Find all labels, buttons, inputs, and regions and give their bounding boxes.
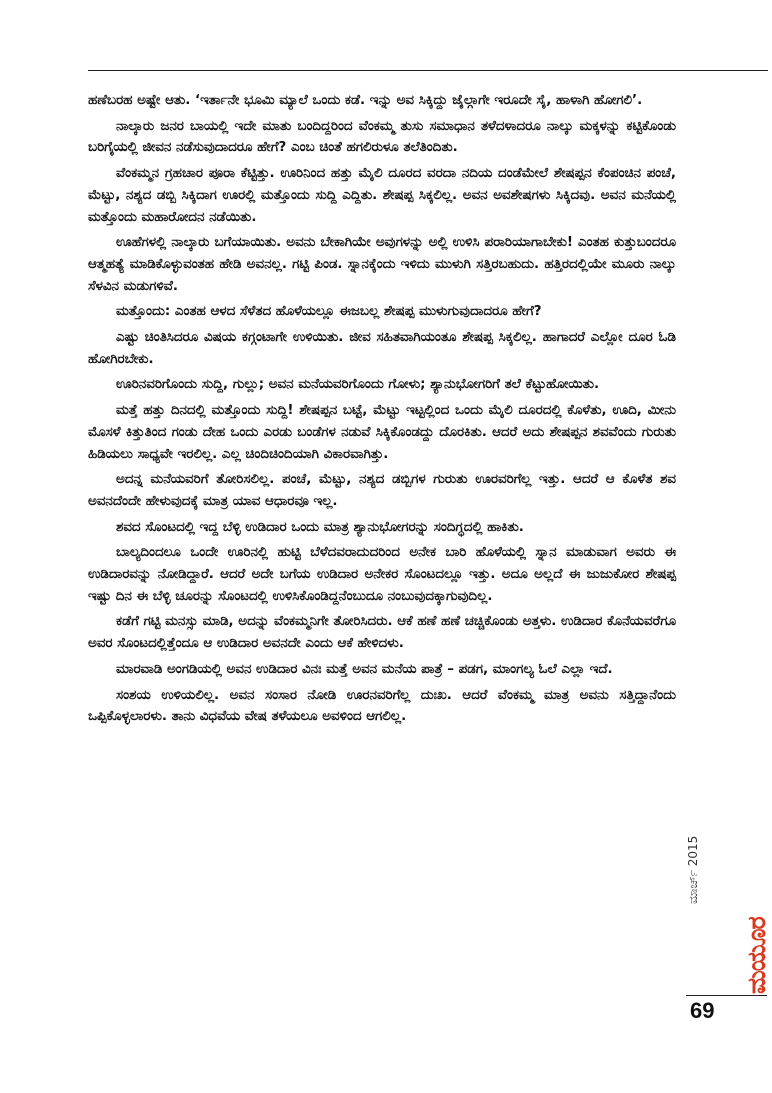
paragraph: ಶವದ ಸೊಂಟದಲ್ಲಿ ಇದ್ದ ಬೆಳ್ಳಿ ಉಡಿದಾರ ಒಂದು ಮಾತ್ರ ಶ್ಯಾನುಭೋಗರನ್ನು ಸಂದಿಗ್ಧದಲ್ಲಿ ಹಾಕಿತು.: [116, 519, 524, 535]
page-number-rule: [686, 995, 767, 996]
paragraph: ಮತ್ತೆ ಹತ್ತು ದಿನದಲ್ಲಿ ಮತ್ತೊಂದು ಸುದ್ದಿ! ಶೇಷಪ್ಪನ ಬಟ್ಟೆ, ಮೆಟ್ಟು ಇಟ್ಟಲ್ಲಿಂದ ಒಂದು ಮೈಲಿ ದೂರದಲ್ಲಿ ಕೊಳೆತು, ಊದಿ, ಮೀನು ಮೊಸಳೆ ಕಿತ್ತುತಿಂದ ಗಂಡು ದೇಹ ಒಂದು ಎರಡು ಬಂಡೆಗಳ ನಡುವೆ ಸಿಕ್ಕಿಕೊಂಡದ್ದು ದೊರಕಿತು. ಆದರೆ ಅದು ಶೇಷಪ್ಪನ ಶವವೆಂದು ಗುರುತು ಹಿಡಿಯಲು ಸಾಧ್ಯವೇ ಇರಲಿಲ್ಲ. ಎಲ್ಲ ಚಿಂದಿಚಿಂದಿಯಾಗಿ ವಿಕಾರವಾಗಿತ್ತು.: [88, 403, 676, 462]
magazine-logo: ಮಯೂರ: [742, 917, 771, 994]
paragraph: ಎಷ್ಟು ಚಿಂತಿಸಿದರೂ ವಿಷಯ ಕಗ್ಗಂಟಾಗೇ ಉಳಿಯಿತು. ಜೀವ ಸಹಿತವಾಗಿಯಂತೂ ಶೇಷಪ್ಪ ಸಿಕ್ಕಲಿಲ್ಲ. ಹಾಗಾದರೆ ಎಲ್ಲೋ ದೂರ ಓಡಿ ಹೋಗಿರಬೇಕು.: [88, 330, 676, 367]
article-body: [88, 90, 676, 732]
paragraph: ಊರಿನವರಿಗೊಂದು ಸುದ್ದಿ, ಗುಲ್ಲು; ಅವನ ಮನೆಯವರಿಗೊಂದು ಗೋಳು; ಶ್ಯಾನುಭೋಗರಿಗೆ ತಲೆ ಕೆಟ್ಟುಹೋಯಿತು.: [116, 377, 600, 393]
paragraph: ನಾಲ್ಕಾರು ಜನರ ಬಾಯಲ್ಲಿ ಇದೇ ಮಾತು ಬಂದಿದ್ದರಿಂದ ವೆಂಕಮ್ಮ ತುಸು ಸಮಾಧಾನ ತಳೆದಳಾದರೂ ನಾಲ್ಕು ಮಕ್ಕಳನ್ನು ಕಟ್ಟಿಕೊಂಡು ಬರಿಗೈಯಲ್ಲಿ ಜೀವನ ನಡೆಸುವುದಾದರೂ ಹೇಗೆ? ಎಂಬ ಚಿಂತೆ ಹಗಲಿರುಳೂ ತಲೆತಿಂದಿತು.: [88, 118, 676, 156]
page-number: 69: [690, 998, 715, 1023]
paragraph: ಮಾರವಾಡಿ ಅಂಗಡಿಯಲ್ಲಿ ಅವನ ಉಡಿದಾರ ವಿನಃ ಮತ್ತೆ ಅವನ ಮನೆಯ ಪಾತ್ರೆ – ಪಡಗ, ಮಾಂಗಲ್ಯ ಓಲೆ ಎಲ್ಲಾ ಇದೆ.: [116, 661, 613, 677]
paragraph: ಹಣೆಬರಹ ಅಷ್ಟೇ ಆತು. ‘ಇರ್ತಾನೇ ಭೂಮಿ ಮ್ಯಾಲೆ ಒಂದು ಕಡೆ. ಇನ್ನು ಅವ ಸಿಕ್ಕಿದ್ದು ಜೈಲ್ಗಾಗೇ ಇರೂದೇ ಸೈ, ಹಾಳಾಗಿ ಹೋಗಲಿ’.: [88, 93, 643, 108]
paragraph: ವೆಂಕಮ್ಮನ ಗ್ರಹಚಾರ ಪೂರಾ ಕೆಟ್ಟಿತ್ತು. ಊರಿನಿಂದ ಹತ್ತು ಮೈಲಿ ದೂರದ ವರದಾ ನದಿಯ ದಂಡೆಮೇಲೆ ಶೇಷಪ್ಪನ ಕೆಂಪಂಚಿನ ಪಂಚೆ, ಮೆಟ್ಟು, ನಶ್ಯದ ಡಬ್ಬಿ ಸಿಕ್ಕಿದಾಗ ಊರಲ್ಲಿ ಮತ್ತೊಂದು ಸುದ್ದಿ ಎದ್ದಿತು. ಶೇಷಪ್ಪ ಸಿಕ್ಕಲಿಲ್ಲ. ಅವನ ಅವಶೇಷಗಳು ಸಿಕ್ಕಿದವು. ಅವನ ಮನೆಯಲ್ಲಿ ಮತ್ತೊಂದು ಮಹಾರೋದನ ನಡೆಯಿತು.: [88, 166, 676, 225]
paragraph: ಮತ್ತೊಂದು: ಎಂತಹ ಆಳದ ಸೆಳೆತದ ಹೊಳೆಯಲ್ಲೂ ಈಜಬಲ್ಲ ಶೇಷಪ್ಪ ಮುಳುಗುವುದಾದರೂ ಹೇಗೆ?: [116, 304, 542, 320]
paragraph: ಊಹೆಗಳಲ್ಲಿ ನಾಲ್ಕಾರು ಬಗೆಯಾಯಿತು. ಅವನು ಬೇಕಾಗಿಯೇ ಅವುಗಳನ್ನು ಅಲ್ಲಿ ಉಳಿಸಿ ಪರಾರಿಯಾಗಾಬೇಕು! ಎಂತಹ ಕುತ್ತುಬಂದರೂ ಆತ್ಮಹತ್ಯೆ ಮಾಡಿಕೊಳ್ಳುವಂತಹ ಹೇಡಿ ಅವನಲ್ಲ. ಗಟ್ಟಿ ಪಿಂಡ. ಸ್ನಾನಕ್ಕೆಂದು ಇಳಿದು ಮುಳುಗಿ ಸತ್ತಿರಬಹುದು. ಹತ್ತಿರದಲ್ಲಿಯೇ ಮೂರು ನಾಲ್ಕು ಸೆಳವಿನ ಮಡುಗಳಿವೆ.: [88, 235, 676, 294]
paragraph: ಬಾಲ್ಯದಿಂದಲೂ ಒಂದೇ ಊರಿನಲ್ಲಿ ಹುಟ್ಟಿ ಬೆಳೆದವರಾದುದರಿಂದ ಅನೇಕ ಬಾರಿ ಹೊಳೆಯಲ್ಲಿ ಸ್ನಾನ ಮಾಡುವಾಗ ಅವರು ಈ ಉಡಿದಾರವನ್ನು ನೋಡಿದ್ದಾರೆ. ಆದರೆ ಅದೇ ಬಗೆಯ ಉಡಿದಾರ ಅನೇಕರ ಸೊಂಟದಲ್ಲೂ ಇತ್ತು. ಅದೂ ಅಲ್ಲದೆ ಈ ಜುಜುಕೋರ ಶೇಷಪ್ಪ ಇಷ್ಟು ದಿನ ಈ ಬೆಳ್ಳಿ ಚೂರನ್ನು ಸೊಂಟದಲ್ಲಿ ಉಳಿಸಿಕೊಂಡಿದ್ದನೆಂಬುದೂ ನಂಬುವುದಕ್ಕಾಗುವುದಿಲ್ಲ.: [88, 545, 676, 604]
paragraph: ಸಂಶಯ ಉಳಿಯಲಿಲ್ಲ. ಅವನ ಸಂಸಾರ ನೋಡಿ ಊರನವರಿಗೆಲ್ಲ ದುಃಖ. ಆದರೆ ವೆಂಕಮ್ಮ ಮಾತ್ರ ಅವನು ಸತ್ತಿದ್ದಾನೆಂದು ಒಪ್ಪಿಕೊಳ್ಳಲಾರಳು. ತಾನು ವಿಧವೆಯ ವೇಷ ತಳೆಯಲೂ ಅವಳಿಂದ ಆಗಲಿಲ್ಲ.: [88, 687, 676, 725]
paragraph: ಕಡೆಗೆ ಗಟ್ಟಿ ಮನಸ್ಸು ಮಾಡಿ, ಅದನ್ನು ವೆಂಕಮ್ಮನಿಗೇ ತೋರಿಸಿದರು. ಆಕೆ ಹಣೆ ಹಣೆ ಚಚ್ಚಿಕೊಂಡು ಅತ್ತಳು. ಉಡಿದಾರ ಕೊನೆಯವರೆಗೂ ಅವರ ಸೊಂಟದಲ್ಲಿತ್ತೆಂದೂ ಆ ಉಡಿದಾರ ಅವನದೇ ಎಂದು ಆಕೆ ಹೇಳಿದಳು.: [88, 614, 676, 652]
top-rule: [88, 70, 768, 71]
issue-date: ಮಾರ್ಚ್ 2015: [686, 835, 700, 904]
paragraph: ಅದನ್ನ ಮನೆಯವರಿಗೆ ತೋರಿಸಲಿಲ್ಲ. ಪಂಚೆ, ಮೆಟ್ಟು, ನಶ್ಯದ ಡಬ್ಬಿಗಳ ಗುರುತು ಊರವರಿಗೆಲ್ಲ ಇತ್ತು. ಆದರೆ ಆ ಕೊಳೆತ ಶವ ಅವನದೆಂದೇ ಹೇಳುವುದಕ್ಕೆ ಮಾತ್ರ ಯಾವ ಆಧಾರವೂ ಇಲ್ಲ.: [88, 472, 676, 509]
